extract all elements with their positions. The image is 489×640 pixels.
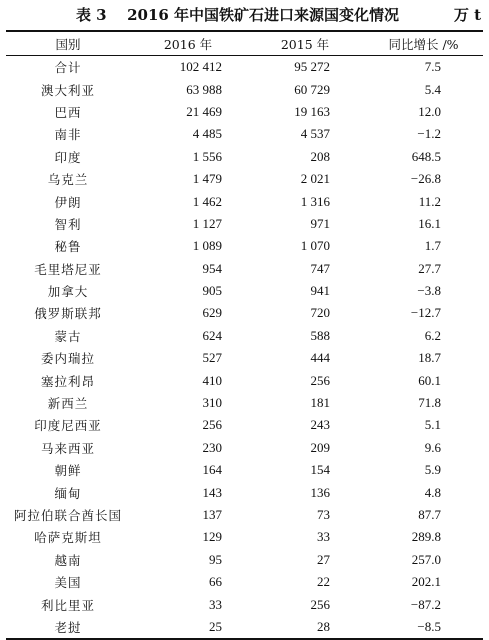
table-row [6, 504, 483, 526]
cell-country: 合计 [54, 60, 82, 76]
table-row [6, 481, 483, 503]
cell-2015: 4 537 [300, 126, 330, 142]
cell-2015: 95 272 [294, 59, 330, 75]
cell-2016: 25 [209, 618, 222, 634]
table-caption [6, 0, 483, 30]
cell-2015: 256 [310, 596, 330, 612]
cell-country: 印度 [54, 149, 82, 165]
table-row [6, 101, 483, 123]
cell-2015: 941 [310, 283, 330, 299]
header-2016: 2016 年 [163, 36, 213, 52]
cell-country: 南非 [54, 127, 82, 143]
cell-growth: 289.8 [411, 529, 441, 545]
cell-2015: 747 [310, 260, 330, 276]
cell-2015: 588 [310, 327, 330, 343]
cell-country: 老挝 [54, 619, 82, 635]
cell-2015: 256 [310, 372, 330, 388]
cell-growth: 7.5 [424, 59, 441, 75]
cell-2015: 73 [317, 507, 330, 522]
header-growth: 同比增长 /% [388, 36, 459, 52]
cell-country: 智利 [54, 216, 82, 232]
cell-growth: 11.2 [418, 193, 441, 209]
table-row [6, 235, 483, 257]
cell-2016: 66 [209, 574, 222, 590]
cell-growth: 5.9 [424, 462, 441, 478]
table-row [6, 369, 483, 391]
table-row [6, 213, 483, 235]
cell-2016: 629 [202, 305, 222, 321]
cell-growth: −87.2 [410, 596, 441, 612]
table-row [6, 459, 483, 481]
table-row [6, 190, 483, 212]
cell-country: 马来西亚 [40, 440, 95, 456]
table-row [6, 56, 483, 79]
cell-2016: 310 [202, 395, 222, 411]
cell-growth: 257.0 [411, 551, 441, 567]
table-row [6, 280, 483, 302]
cell-growth: 16.1 [418, 215, 441, 231]
cell-2015: 243 [310, 417, 330, 433]
cell-growth: 5.1 [424, 417, 441, 433]
cell-2015: 720 [310, 305, 330, 321]
table-row [6, 78, 483, 100]
cell-growth: 12.0 [418, 103, 441, 119]
table-row [6, 437, 483, 459]
cell-2016: 129 [202, 529, 222, 545]
cell-growth: 27.7 [418, 260, 441, 276]
cell-2015: 60 729 [294, 81, 330, 97]
cell-country: 蒙古 [54, 328, 82, 344]
cell-2016: 954 [202, 260, 222, 276]
cell-2015: 27 [317, 551, 330, 567]
cell-country: 塞拉利昂 [40, 373, 95, 389]
table-row [6, 347, 483, 369]
cell-growth: −1.2 [417, 126, 441, 142]
cell-country: 缅甸 [54, 485, 82, 501]
cell-growth: −26.8 [410, 171, 441, 187]
cell-country: 新西兰 [47, 396, 89, 412]
cell-2016: 1 556 [192, 148, 222, 164]
cell-country: 越南 [54, 552, 82, 568]
cell-2016: 1 089 [192, 238, 222, 254]
cell-2015: 22 [317, 574, 330, 590]
cell-2015: 28 [317, 618, 330, 634]
table-row [6, 526, 483, 548]
cell-2016: 624 [202, 327, 222, 343]
cell-2016: 1 127 [192, 215, 222, 231]
cell-growth: −3.8 [417, 283, 441, 299]
cell-growth: 9.6 [424, 439, 441, 455]
cell-2016: 164 [202, 462, 222, 478]
cell-growth: 18.7 [418, 350, 441, 366]
cell-2016: 1 479 [192, 171, 222, 187]
cell-growth: 648.5 [411, 148, 441, 164]
cell-growth: 87.7 [418, 507, 441, 522]
cell-country: 印度尼西亚 [34, 418, 102, 434]
table-row [6, 123, 483, 145]
table-row [6, 146, 483, 168]
cell-2016: 63 988 [186, 81, 222, 97]
cell-2016: 905 [202, 283, 222, 299]
table-row [6, 616, 483, 639]
table-row [6, 571, 483, 593]
cell-2015: 971 [310, 215, 330, 231]
cell-growth: 6.2 [424, 327, 441, 343]
cell-country: 阿拉伯联合酋长国 [13, 508, 122, 523]
cell-2015: 209 [310, 439, 330, 455]
iron-ore-import-table [6, 30, 483, 640]
cell-2015: 181 [310, 395, 330, 411]
cell-country: 乌克兰 [47, 172, 89, 188]
table-title-line [76, 0, 399, 30]
cell-2015: 154 [310, 462, 330, 478]
cell-2015: 1 070 [300, 238, 330, 254]
cell-growth: −8.5 [417, 618, 441, 634]
cell-2016: 230 [202, 439, 222, 455]
table-row [6, 593, 483, 615]
cell-2016: 102 412 [179, 59, 222, 75]
cell-2016: 137 [202, 507, 222, 522]
table-unit: 万 t [453, 6, 481, 24]
cell-2016: 410 [202, 372, 222, 388]
cell-country: 利比里亚 [40, 597, 95, 613]
cell-growth: 71.8 [418, 395, 441, 411]
cell-2016: 143 [202, 484, 222, 500]
cell-2016: 4 485 [192, 126, 222, 142]
table-row [6, 392, 483, 414]
cell-2015: 208 [310, 148, 330, 164]
table-header-row [6, 31, 483, 56]
table-row [6, 414, 483, 436]
table-title: 2016 年中国铁矿石进口来源国变化情况 [127, 6, 400, 24]
cell-growth: 202.1 [411, 574, 441, 590]
cell-country: 毛里塔尼亚 [34, 261, 102, 277]
cell-2015: 19 163 [294, 103, 330, 119]
cell-2016: 527 [202, 350, 222, 366]
table-row [6, 168, 483, 190]
cell-country: 美国 [54, 575, 82, 591]
table-number: 表 3 [75, 6, 107, 24]
cell-growth: 5.4 [424, 81, 441, 97]
cell-2015: 136 [310, 484, 330, 500]
cell-2016: 21 469 [186, 103, 222, 119]
cell-country: 俄罗斯联邦 [34, 306, 102, 322]
cell-country: 巴西 [54, 104, 82, 120]
table-row [6, 325, 483, 347]
cell-2016: 95 [209, 551, 222, 567]
cell-2016: 1 462 [192, 193, 222, 209]
cell-2015: 1 316 [300, 193, 330, 209]
header-2015: 2015 年 [280, 36, 330, 52]
cell-growth: 1.7 [424, 238, 441, 254]
cell-2016: 256 [202, 417, 222, 433]
table-row [6, 302, 483, 324]
cell-country: 加拿大 [47, 284, 89, 300]
cell-growth: −12.7 [410, 305, 441, 321]
cell-country: 澳大利亚 [40, 82, 95, 98]
cell-country: 朝鲜 [54, 463, 82, 479]
cell-country: 秘鲁 [54, 239, 82, 255]
cell-growth: 60.1 [418, 372, 441, 388]
table-row [6, 549, 483, 571]
table-row [6, 258, 483, 280]
cell-country: 哈萨克斯坦 [34, 530, 102, 546]
cell-country: 委内瑞拉 [40, 351, 95, 367]
table-body [6, 56, 483, 640]
header-country: 国别 [55, 36, 81, 52]
cell-country: 伊朗 [54, 194, 82, 210]
cell-growth: 4.8 [424, 484, 441, 500]
cell-2015: 33 [317, 529, 330, 545]
cell-2016: 33 [209, 596, 222, 612]
cell-2015: 444 [310, 350, 330, 366]
cell-2015: 2 021 [300, 171, 330, 187]
